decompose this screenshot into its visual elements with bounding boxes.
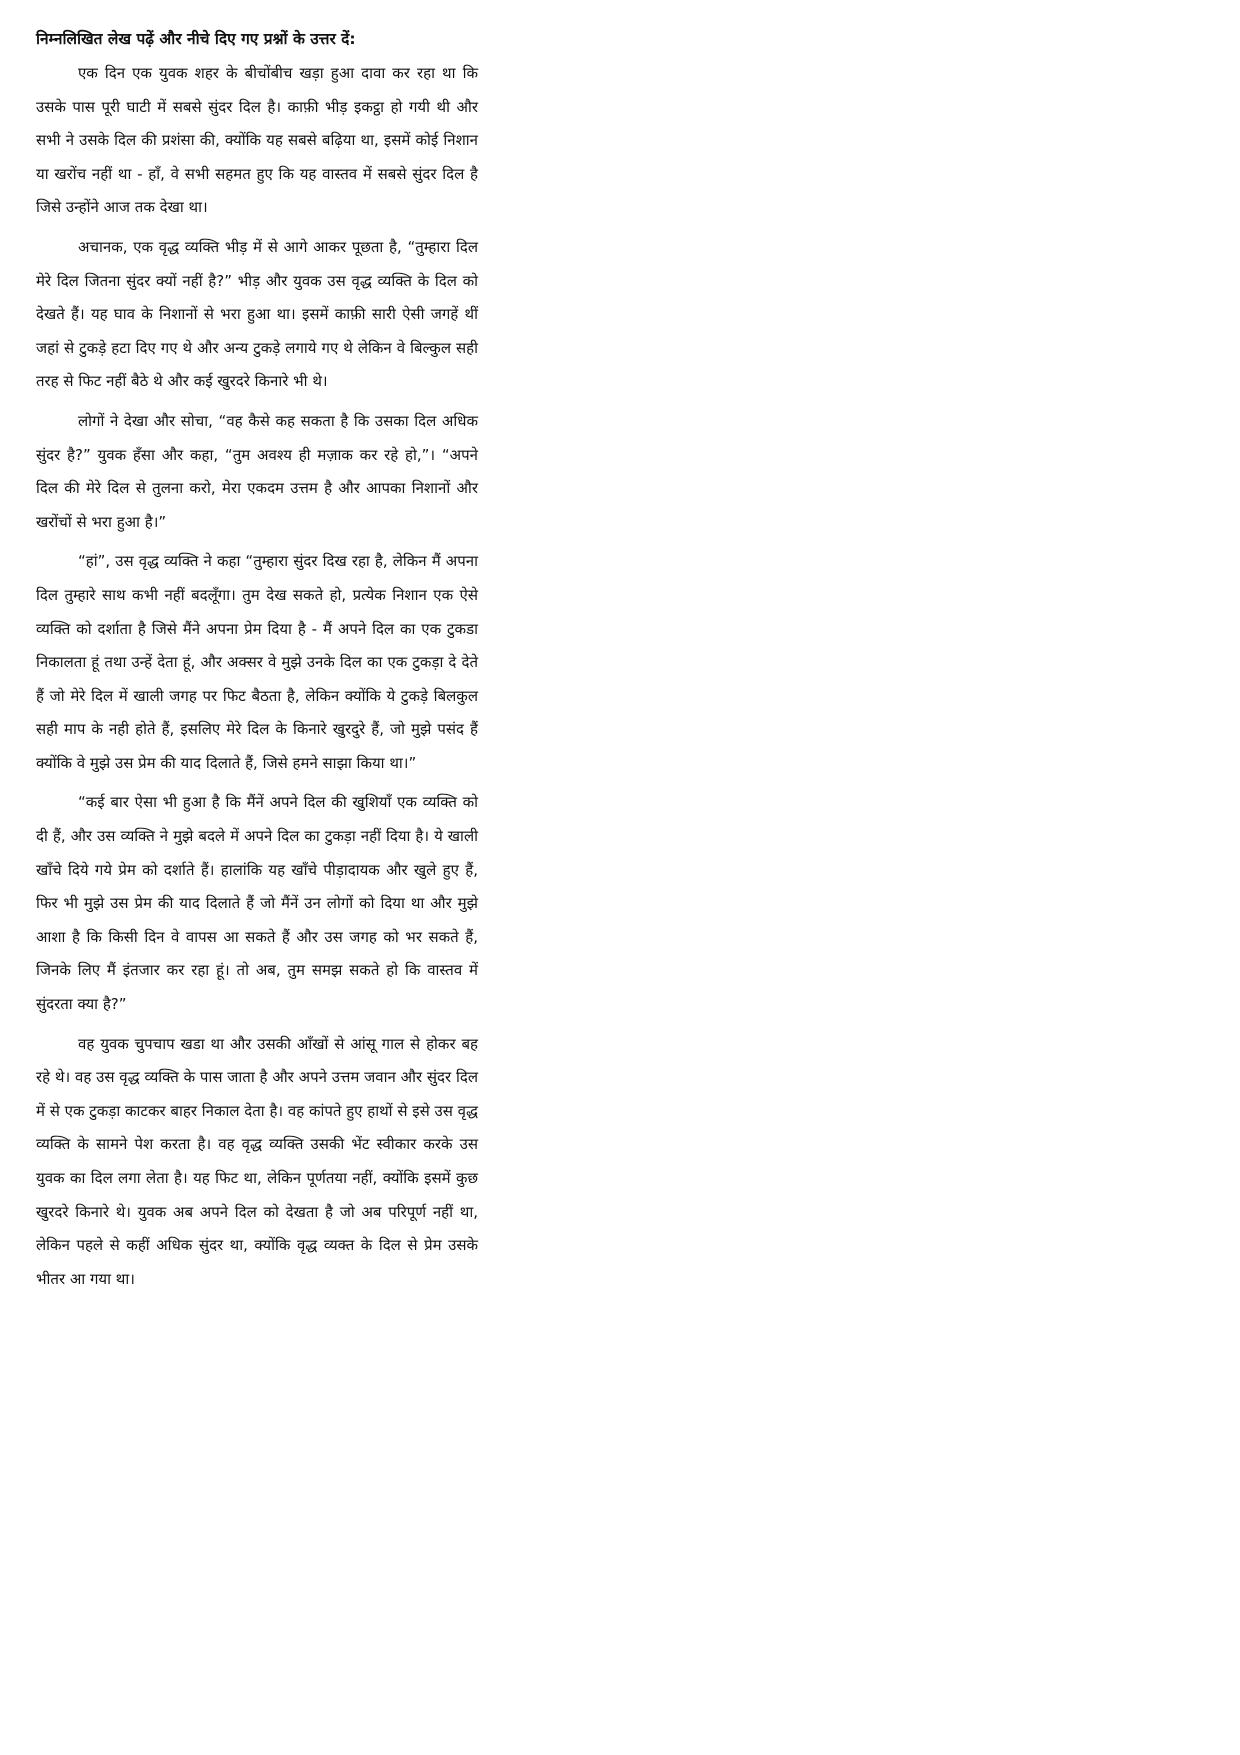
- paragraph-4: “हां”, उस वृद्ध व्यक्ति ने कहा “तुम्हारा सुंदर दिख रहा है, लेकिन मैं अपना दिल तुम्हारे साथ कभी नहीं बदलूँगा। तुम देख सकते हो, प्रत्येक निशान एक ऐसे व्यक्ति को दर्शाता है जिसे मैंने अपना प्रेम दिया है - मैं अपने दिल का एक टुकडा निकालता हूं तथा उन्हें देता हूं, और अक्सर वे मुझे उनके दिल का एक टुकड़ा दे देते हैं जो मेरे दिल में खाली जगह पर फिट बैठता है, लेकिन क्योंकि ये टुकड़े बिलकुल सही माप के नही होते हैं, इसलिए मेरे दिल के किनारे खुरदुरे हैं, जो मुझे पसंद हैं क्योंकि वे मुझे उस प्रेम की याद दिलाते हैं, जिसे हमने साझा किया था।”: [36, 552, 478, 772]
- paragraph-5: “कई बार ऐसा भी हुआ है कि मैंनें अपने दिल की खुशियाँ एक व्यक्ति को दी हैं, और उस व्यक्ति ने मुझे बदले में अपने दिल का टुकड़ा नहीं दिया है। ये खाली खाँचे दिये गये प्रेम को दर्शाते हैं। हालांकि यह खाँचे पीड़ादायक और खुले हुए हैं, फिर भी मुझे उस प्रेम की याद दिलाते हैं जो मैंनें उन लोगों को दिया था और मुझे आशा है कि किसी दिन वे वापस आ सकते हैं और उस जगह को भर सकते हैं, जिनके लिए मैं इंतजार कर रहा हूं। तो अब, तुम समझ सकते हो कि वास्तव में सुंदरता क्या है?”: [36, 793, 478, 1014]
- instruction-heading: निम्नलिखित लेख पढ़ें और नीचे दिए गए प्रश्नों के उत्तर दें:: [36, 30, 356, 48]
- paragraph-6: वह युवक चुपचाप खडा था और उसकी आँखों से आंसू गाल से होकर बह रहे थे। वह उस वृद्ध व्यक्ति के पास जाता है और अपने उत्तम जवान और सुंदर दिल में से एक टुकड़ा काटकर बाहर निकाल देता है। वह कांपते हुए हाथों से इसे उस वृद्ध व्यक्ति के सामने पेश करता है। वह वृद्ध व्यक्ति उसकी भेंट स्वीकार करके उस युवक का दिल लगा लेता है। यह फिट था, लेकिन पूर्णतया नहीं, क्योंकि इसमें कुछ खुरदरे किनारे थे। युवक अब अपने दिल को देखता है जो अब परिपूर्ण नहीं था, लेकिन पहले से कहीं अधिक सुंदर था, क्योंकि वृद्ध व्यक्त के दिल से प्रेम उसके भीतर आ गया था।: [36, 1034, 478, 1288]
- paragraph-2: अचानक, एक वृद्ध व्यक्ति भीड़ में से आगे आकर पूछता है, “तुम्हारा दिल मेरे दिल जितना सुंदर क्यों नहीं है?” भीड़ और युवक उस वृद्ध व्यक्ति के दिल को देखते हैं। यह घाव के निशानों से भरा हुआ था। इसमें काफ़ी सारी ऐसी जगहें थीं जहां से टुकड़े हटा दिए गए थे और अन्य टुकड़े लगाये गए थे लेकिन वे बिल्कुल सही तरह से फिट नहीं बैठे थे और कई खुरदरे किनारे भी थे।: [36, 237, 478, 391]
- paragraph-3: लोगों ने देखा और सोचा, “वह कैसे कह सकता है कि उसका दिल अधिक सुंदर है?” युवक हँसा और कहा, “तुम अवश्य ही मज़ाक कर रहे हो,”। “अपने दिल की मेरे दिल से तुलना करो, मेरा एकदम उत्तम है और आपका निशानों और खरोंचों से भरा हुआ है।”: [36, 411, 478, 531]
- article-page: [36, 24, 478, 1302]
- paragraph-1: एक दिन एक युवक शहर के बीचोंबीच खड़ा हुआ दावा कर रहा था कि उसके पास पूरी घाटी में सबसे सुंदर दिल है। काफ़ी भीड़ इकट्ठा हो गयी थी और सभी ने उसके दिल की प्रशंसा की, क्योंकि यह सबसे बढ़िया था, इसमें कोई निशान या खरोंच नहीं था - हाँ, वे सभी सहमत हुए कि यह वास्तव में सबसे सुंदर दिल है जिसे उन्होंने आज तक देखा था।: [36, 64, 478, 217]
